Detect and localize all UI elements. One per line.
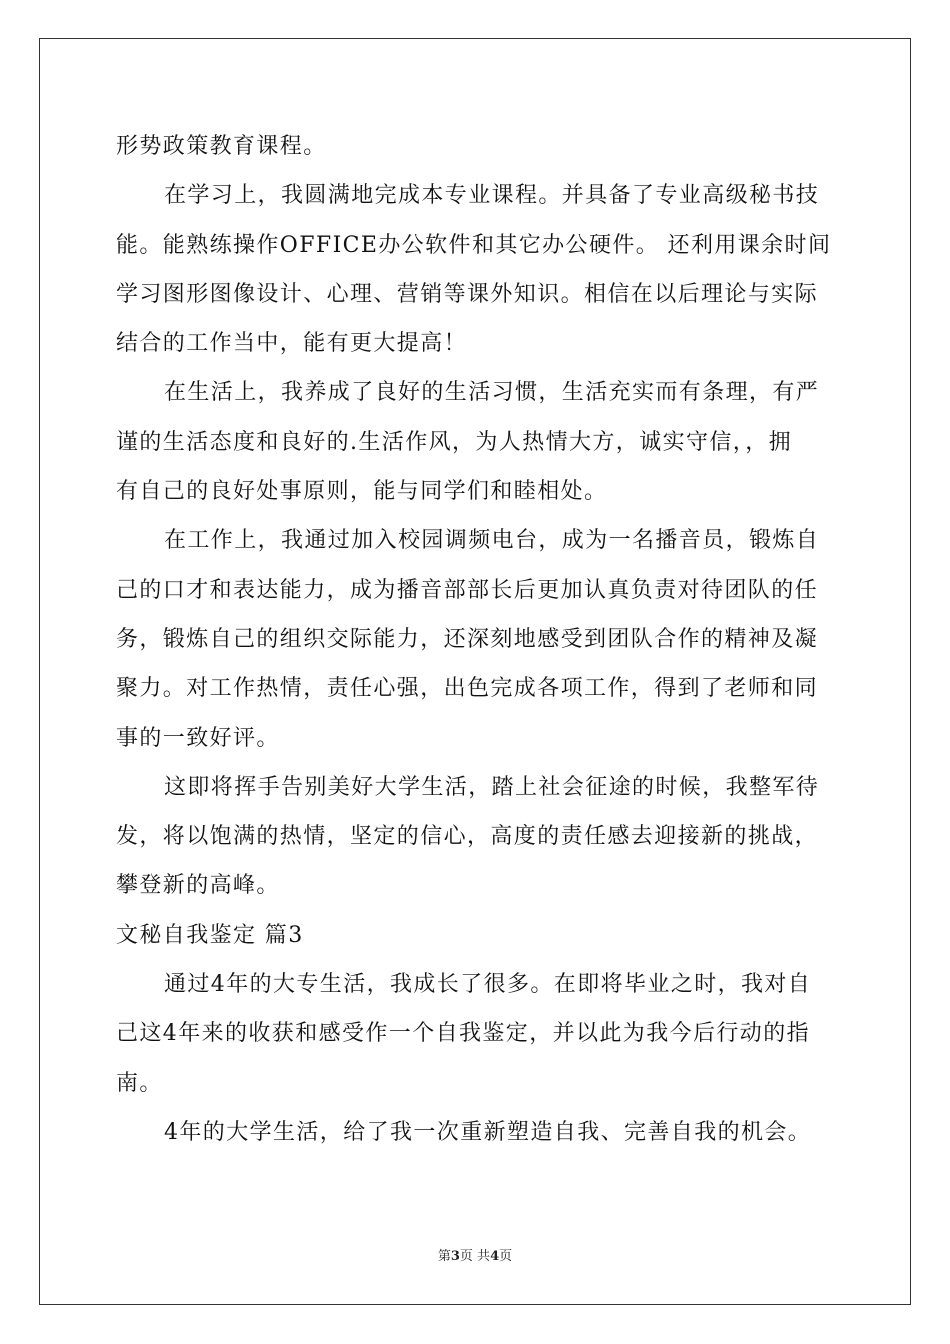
text-line: 结合的工作当中，能有更大提高！ [116, 331, 468, 357]
text-line: 文秘自我鉴定 篇3 [116, 922, 304, 948]
text-line: 在生活上，我养成了良好的生活习惯，生活充实而有条理，有严 [164, 380, 820, 406]
page-number [0, 1248, 950, 1266]
text-line: 形势政策教育课程。 [116, 134, 327, 159]
text-line: 4年的大学生活，给了我一次重新塑造自我、完善自我的机会。 [164, 1119, 812, 1145]
text-line: 事的一致好评。 [116, 725, 280, 751]
text-line: 在工作上，我通过加入校园调频电台，成为一名播音员，锻炼自 [164, 528, 820, 554]
document-body [116, 122, 836, 1157]
text-line: 己这4年来的收获和感受作一个自我鉴定，并以此为我今后行动的指 [116, 1021, 810, 1047]
text-line: 谨的生活态度和良好的.生活作风，为人热情大方，诚实守信，，拥 [116, 429, 792, 455]
current-page: 3 [450, 1249, 460, 1264]
text-line: 发，将以饱满的热情，坚定的信心，高度的责任感去迎接新的挑战， [116, 824, 819, 850]
text-line: 学习图形图像设计、心理、营销等课外知识。相信在以后理论与实际 [116, 281, 819, 307]
text-line: 己的口才和表达能力，成为播音部部长后更加认真负责对待团队的任 [116, 577, 819, 603]
text-line: 南。 [116, 1070, 163, 1096]
page-number-prefix: 第 [437, 1249, 451, 1264]
text-line: 在学习上，我圆满地完成本专业课程。并具备了专业高级秘书技 [164, 183, 820, 209]
text-line: 务，锻炼自己的组织交际能力，还深刻地感受到团队合作的精神及凝 [116, 626, 819, 652]
text-line: 能。能熟练操作OFFICE办公软件和其它办公硬件。 还利用课余时间 [116, 232, 832, 258]
text-line: 攀登新的高峰。 [116, 873, 280, 899]
text-line: 聚力。对工作热情，责任心强，出色完成各项工作，得到了老师和同 [116, 676, 819, 702]
text-line: 这即将挥手告别美好大学生活，踏上社会征途的时候，我整军待 [164, 774, 820, 800]
text-line: 有自己的良好处事原则，能与同学们和睦相处。 [116, 479, 608, 505]
page-number-suffix: 页 [499, 1249, 513, 1264]
text-line: 通过4年的大专生活，我成长了很多。在即将毕业之时，我对自 [164, 972, 812, 998]
total-pages: 4 [490, 1249, 500, 1264]
page-number-middle: 页 共 [459, 1249, 491, 1264]
